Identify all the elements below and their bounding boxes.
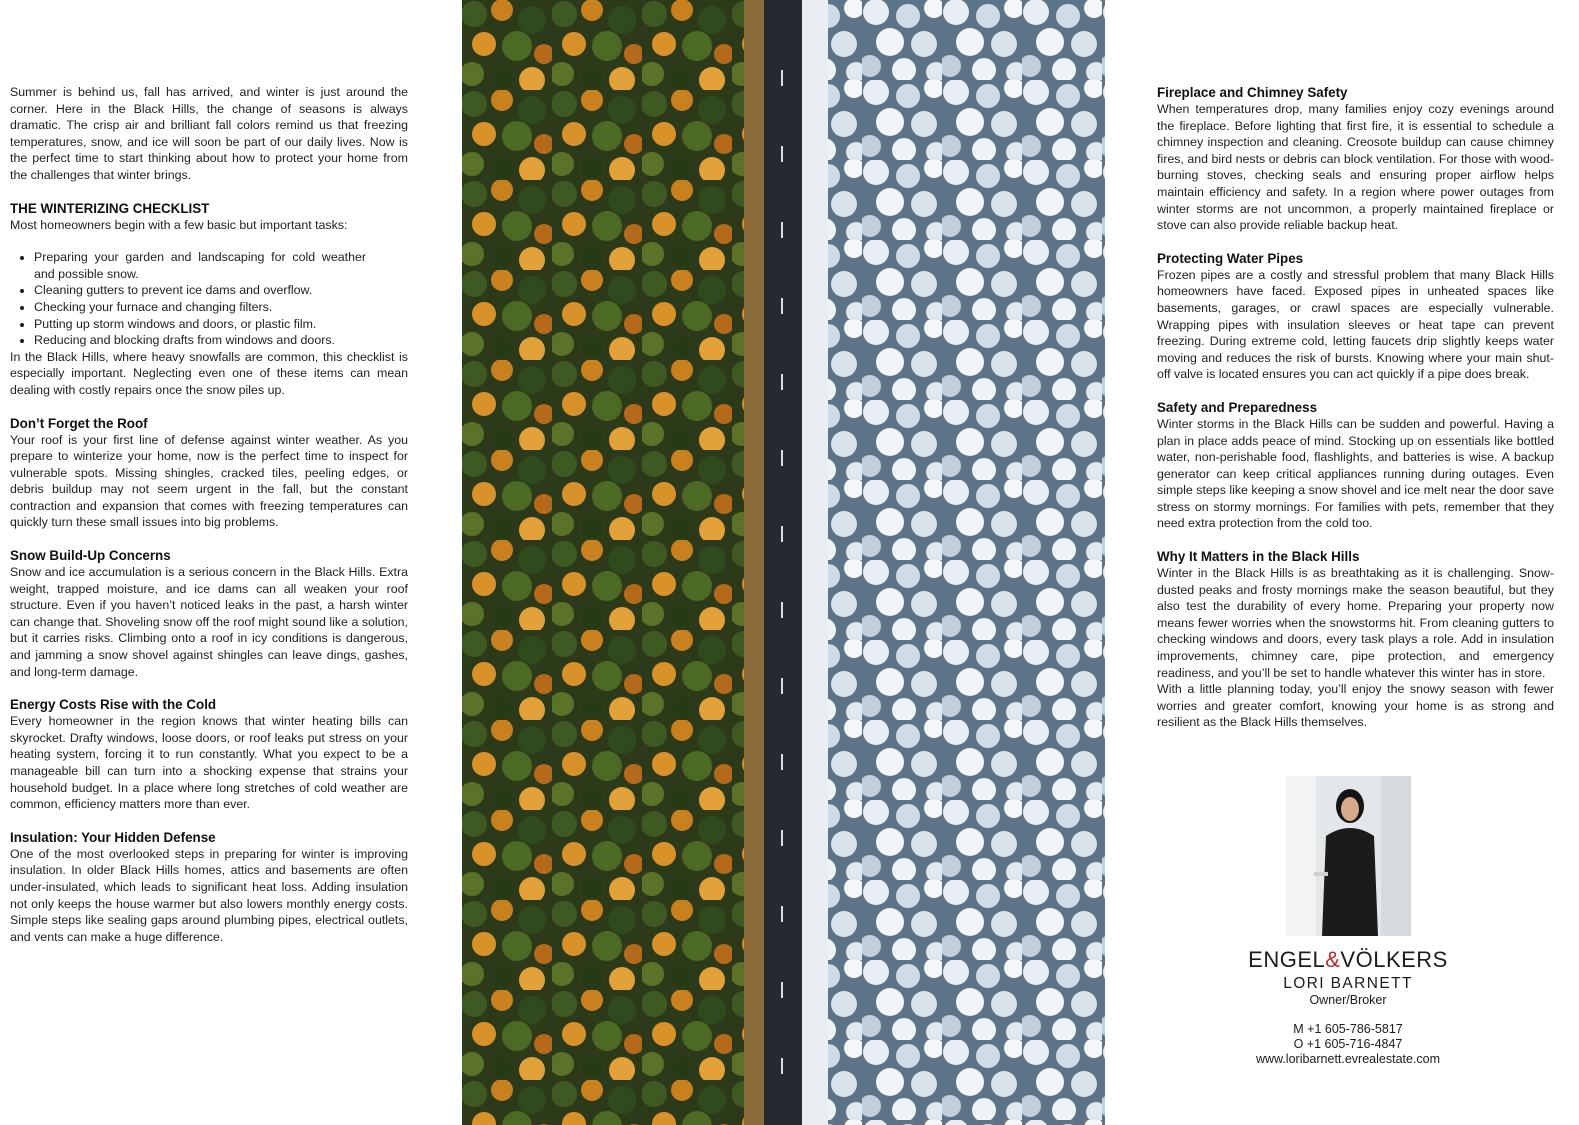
checklist-heading: THE WINTERIZING CHECKLIST: [10, 200, 210, 216]
checklist-item: • Checking your furnace and changing filters.: [34, 299, 366, 316]
energy-costs-section: [10, 696, 408, 813]
roof-section: [10, 415, 408, 532]
office-phone: O +1 605-716-4847: [1293, 1037, 1403, 1051]
closing-paragraph: With a little planning today, you’ll enjoy the snowy season with fewer worries and greater comfort, knowing your home is as strong and resilient as the Black Hills themselves.: [1157, 682, 1554, 730]
section-title: Snow Build-Up Concerns: [10, 548, 171, 564]
section-body: When temperatures drop, many families enjoy cozy evenings around the fireplace. Before lighting that first fire, it is essential to schedule a chimney inspection and cleaning. Creosote buildup can cause chimney fires, and bird nests or debris can block ventilation. For those with wood-burning stoves, checking seals and ensuring proper airflow helps maintain efficiency and safety. In a region where power outages from winter storms are not uncommon, a properly maintained fireplace or stove can also provide reliable backup heat.: [1157, 102, 1554, 233]
agent-contact: [1200, 1022, 1496, 1067]
intro-paragraph: Summer is behind us, fall has arrived, and winter is just around the corner. Here in the Black Hills, the change of seasons is always dramatic. The crisp air and brilliant fall colors remind us that freezing temperatures, snow, and ice will soon be part of our daily lives. Now is the perfect time to start thinking about how to protect your home from the challenges that winter brings.: [10, 85, 408, 182]
aerial-road-photo: [462, 0, 1105, 1125]
left-column: [10, 84, 408, 945]
checklist-item: • Putting up storm windows and doors, or plastic film.: [34, 316, 366, 333]
section-title: Energy Costs Rise with the Cold: [10, 697, 217, 713]
checklist-closing: In the Black Hills, where heavy snowfalls are common, this checklist is especially important. Neglecting even one of these items can mean dealing with costly repairs once the snow piles up.: [10, 349, 408, 397]
insulation-section: [10, 829, 408, 946]
mobile-phone: M +1 605-786-5817: [1293, 1022, 1403, 1036]
section-body: One of the most overlooked steps in preparing for winter is improving insulation. In older Black Hills homes, attics and basements are often under-insulated, which leads to significant heat loss. Adding insulation not only keeps the house warmer but also lowers monthly energy costs. Simple steps like sealing gaps around plumbing pipes, electrical outlets, and vents can make a huge difference.: [10, 846, 408, 944]
section-title: Safety and Preparedness: [1157, 399, 1318, 415]
section-body: Winter in the Black Hills is as breathtaking as it is challenging. Snow-dusted peaks and frosty mornings make the season beautiful, but they also test the durability of every home. Preparing your property now means fewer worries when the snowstorms hit. From cleaning gutters to checking windows and doors, every task plays a role. Add in insulation improvements, chimney care, pipe protection, and emergency readiness, and you’ll be set to handle whatever this winter has in store.: [1157, 566, 1554, 680]
brand-logo: ENGEL&VÖLKERS: [1248, 947, 1448, 972]
agent-name: LORI BARNETT: [1283, 975, 1413, 992]
checklist-item: • Reducing and blocking drafts from windows and doors.: [34, 332, 366, 349]
website-link[interactable]: www.loribarnett.evrealestate.com: [1255, 1052, 1441, 1066]
safety-section: [1157, 399, 1554, 532]
fireplace-section: [1157, 84, 1554, 234]
section-title: Don’t Forget the Roof: [10, 415, 148, 431]
snow-buildup-section: [10, 547, 408, 680]
water-pipes-section: [1157, 250, 1554, 383]
checklist-section: [10, 200, 408, 399]
agent-portrait: [1286, 776, 1411, 936]
section-body: Frozen pipes are a costly and stressful problem that many Black Hills homeowners have faced. Exposed pipes in unheated spaces like basements, garages, or crawl spaces are especially vulnerable. Wrapping pipes with insulation sleeves or heat tape can prevent freezing. During extreme cold, letting faucets drip slightly keeps water moving and reduces the risk of bursts. Knowing where your main shut-off valve is located ensures you can act quickly if a pipe does break.: [1157, 267, 1554, 382]
section-title: Fireplace and Chimney Safety: [1157, 85, 1348, 100]
section-body: Your roof is your first line of defense against winter weather. As you prepare to winterize your home, now is the perfect time to inspect for vulnerable spots. Missing shingles, cracked tiles, peeling edges, or debris buildup may not seem urgent in the fall, but the constant contraction and expansion that comes with freezing temperatures can quickly turn these small issues into big problems.: [10, 432, 408, 530]
checklist-item: • Preparing your garden and landscaping for cold weather and possible snow.: [34, 249, 366, 282]
section-body: Snow and ice accumulation is a serious concern in the Black Hills. Extra weight, trapped moisture, and ice dams can all weaken your roof structure. Even if you haven’t noticed leaks in the past, a harsh winter can change that. Shoveling snow off the roof might sound like a solution, but it carries risks. Climbing onto a roof in icy conditions is dangerous, and jamming a snow shovel against shingles can leave dings, gashes, and long-term damage.: [10, 565, 408, 679]
why-it-matters-section: [1157, 548, 1554, 681]
right-column: [1157, 84, 1554, 731]
section-body: Winter storms in the Black Hills can be sudden and powerful. Having a plan in place adds peace of mind. Stocking up on essentials like bottled water, non-perishable food, flashlights, and batteries is wise. A backup generator can keep critical appliances running during outages. Even simple steps like keeping a snow shovel and ice melt near the door save stress on stormy mornings. For families with pets, remember that they need extra protection from the cold too.: [1157, 416, 1554, 531]
section-title: Protecting Water Pipes: [1157, 250, 1304, 266]
checklist-lead: Most homeowners begin with a few basic but important tasks:: [10, 217, 348, 232]
section-title: Why It Matters in the Black Hills: [1157, 549, 1360, 565]
agent-title: Owner/Broker: [1309, 993, 1387, 1007]
checklist-list: [10, 249, 366, 349]
section-title: Insulation: Your Hidden Defense: [10, 829, 216, 845]
section-body: Every homeowner in the region knows that winter heating bills can skyrocket. Drafty windows, loose doors, or roof leaks put stress on your heating system, forcing it to run constantly. What you expect to be a manageable bill can turn into a shocking expense that strains your household budget. In a place where long stretches of cold weather are common, efficiency matters more than ever.: [10, 714, 408, 812]
checklist-item: • Cleaning gutters to prevent ice dams and overflow.: [34, 282, 366, 299]
